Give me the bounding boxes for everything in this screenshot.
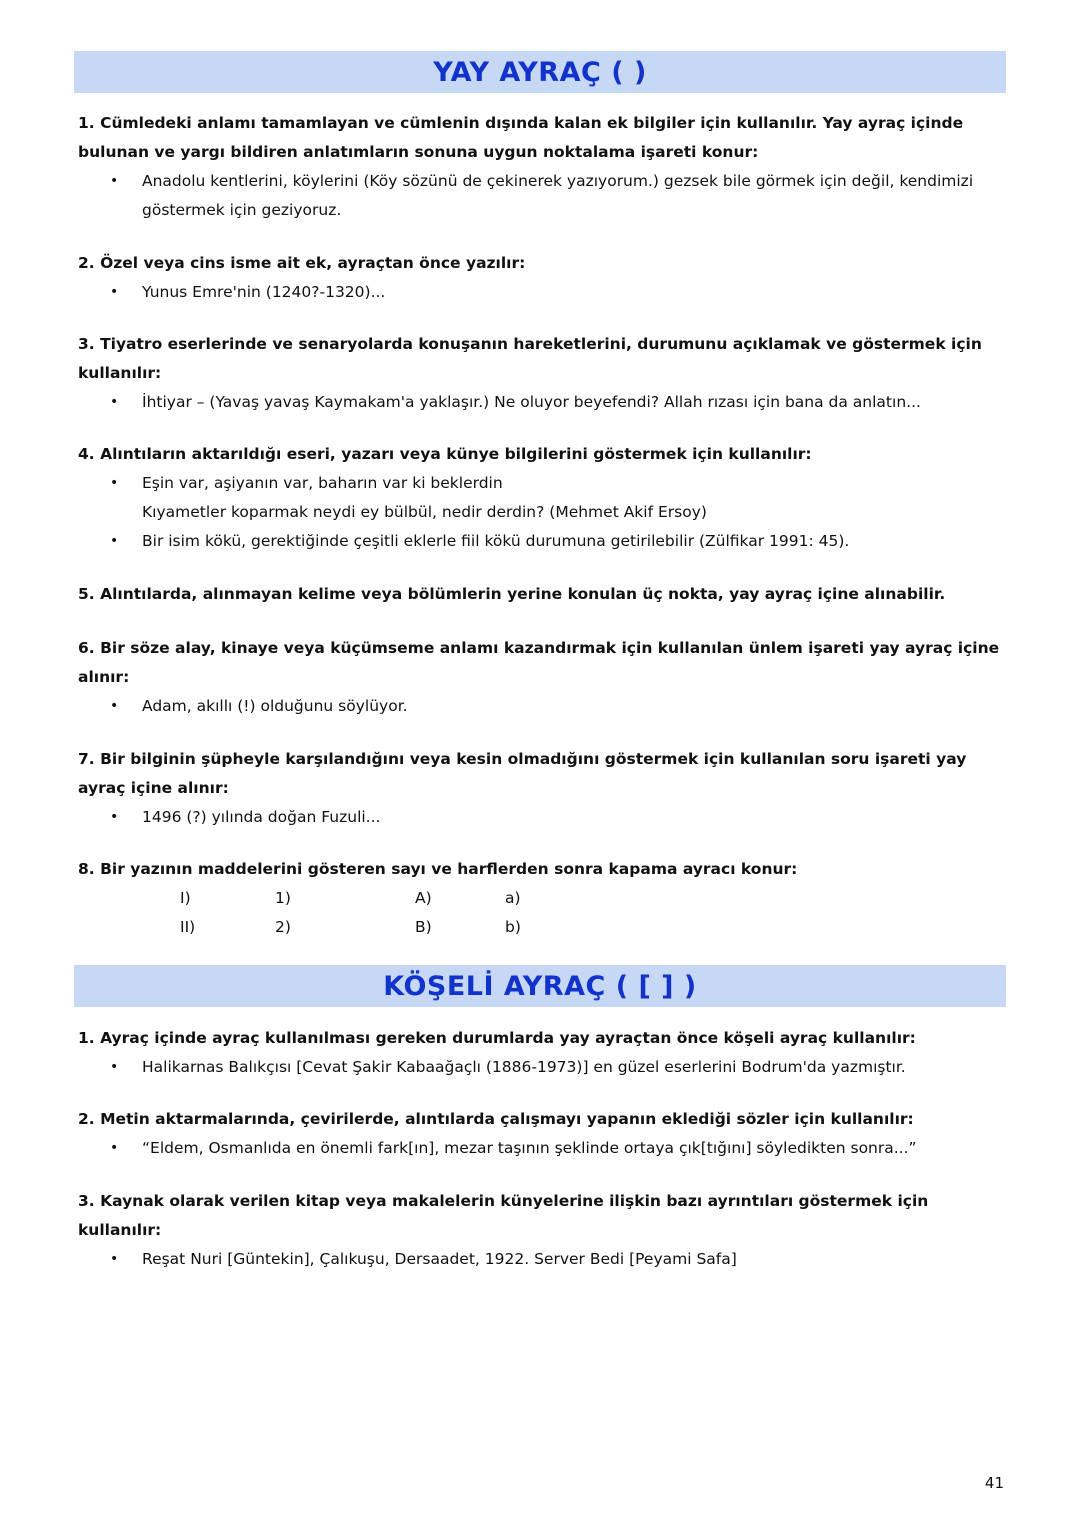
bullet: • (110, 698, 119, 714)
example-item (78, 527, 1008, 556)
example-item (78, 278, 1008, 307)
rule-block-7 (78, 745, 1008, 832)
rule-block-koseli-2 (78, 1105, 1008, 1163)
list-marker: 1) (275, 889, 291, 907)
rule-text: 1. Cümledeki anlamı tamamlayan ve cümlenin dışında kalan ek bilgiler için kullanılır. Yay ayraç içinde bulunan ve yargı bildiren anlatımların sonuna uygun noktalama işareti konur: (78, 114, 964, 161)
bullet: • (110, 284, 119, 300)
rule-text: 2. Metin aktarmalarında, çevirilerde, alıntılarda çalışmayı yapanın eklediği sözler için kullanılır: (78, 1110, 914, 1128)
example-text: Yunus Emre'nin (1240?-1320)... (142, 283, 386, 301)
rule-text: 2. Özel veya cins isme ait ek, ayraçtan önce yazılır: (78, 254, 526, 272)
list-marker: b) (505, 918, 521, 936)
rule-block-5 (78, 580, 1008, 609)
page-number: 41 (984, 1474, 1004, 1492)
example-item (78, 469, 1008, 527)
rule-block-3 (78, 330, 1008, 417)
section-header-yay-ayrac (74, 51, 1006, 93)
rule-text: 5. Alıntılarda, alınmayan kelime veya bölümlerin yerine konulan üç nokta, yay ayraç içine alınabilir. (78, 585, 946, 603)
example-text: Eşin var, aşiyanın var, baharın var ki beklerdin Kıyametler koparmak neydi ey bülbül, nedir derdin? (Mehmet Akif Ersoy) (142, 474, 707, 521)
list-marker: 2) (275, 918, 291, 936)
rule-block-2 (78, 249, 1008, 307)
rule-text: 3. Kaynak olarak verilen kitap veya makalelerin künyelerine ilişkin bazı ayrıntıları göstermek için kullanılır: (78, 1192, 929, 1239)
example-text: Bir isim kökü, gerektiğinde çeşitli eklerle fiil kökü durumuna getirilebilir (Zülfikar 1991: 45). (142, 532, 850, 550)
example-item (78, 692, 1008, 721)
rule-text: 7. Bir bilginin şüpheyle karşılandığını veya kesin olmadığını göstermek için kullanılan soru işareti yay ayraç içine alınır: (78, 750, 967, 797)
rule-block-koseli-3 (78, 1187, 1008, 1274)
bullet: • (110, 1140, 119, 1156)
bullet: • (110, 394, 119, 410)
rule-text: 3. Tiyatro eserlerinde ve senaryolarda konuşanın hareketlerini, durumunu açıklamak ve göstermek için kullanılır: (78, 335, 982, 382)
section-title: YAY AYRAÇ ( ) (433, 56, 647, 88)
bullet: • (110, 809, 119, 825)
list-marker: II) (180, 918, 196, 936)
list-markers-grid (180, 884, 1008, 942)
example-text: Adam, akıllı (!) olduğunu söylüyor. (142, 697, 408, 715)
example-item (78, 167, 1008, 225)
example-text: Reşat Nuri [Güntekin], Çalıkuşu, Dersaadet, 1922. Server Bedi [Peyami Safa] (142, 1250, 737, 1268)
list-marker: a) (505, 889, 521, 907)
bullet: • (110, 173, 119, 189)
example-item (78, 1245, 1008, 1274)
example-text: 1496 (?) yılında doğan Fuzuli... (142, 808, 381, 826)
list-marker: B) (415, 918, 432, 936)
example-text: Halikarnas Balıkçısı [Cevat Şakir Kabaağaçlı (1886-1973)] en güzel eserlerini Bodrum'da yazmıştır. (142, 1058, 906, 1076)
rule-block-1 (78, 109, 1008, 225)
bullet: • (110, 1059, 119, 1075)
rule-block-4 (78, 440, 1008, 556)
rule-block-8 (78, 855, 1008, 942)
example-item (78, 388, 1008, 417)
example-item (78, 803, 1008, 832)
rule-text: 8. Bir yazının maddelerini gösteren sayı ve harflerden sonra kapama ayracı konur: (78, 860, 798, 878)
example-item (78, 1134, 1008, 1163)
bullet: • (110, 1251, 119, 1267)
example-text: İhtiyar – (Yavaş yavaş Kaymakam'a yaklaşır.) Ne oluyor beyefendi? Allah rızası için bana da anlatın... (142, 393, 921, 411)
bullet: • (110, 475, 119, 491)
rule-text: 4. Alıntıların aktarıldığı eseri, yazarı veya künye bilgilerini göstermek için kullanılır: (78, 445, 812, 463)
rule-text: 1. Ayraç içinde ayraç kullanılması gereken durumlarda yay ayraçtan önce köşeli ayraç kullanılır: (78, 1029, 916, 1047)
bullet: • (110, 533, 119, 549)
section-header-koseli-ayrac (74, 965, 1006, 1007)
rule-text: 6. Bir söze alay, kinaye veya küçümseme anlamı kazandırmak için kullanılan ünlem işareti yay ayraç içine alınır: (78, 639, 1000, 686)
example-item (78, 1053, 1008, 1082)
example-text: “Eldem, Osmanlıda en önemli fark[ın], mezar taşının şeklinde ortaya çık[tığını] söyledikten sonra...” (142, 1139, 917, 1157)
section-title: KÖŞELİ AYRAÇ ( [ ] ) (383, 970, 697, 1002)
rule-block-6 (78, 634, 1008, 721)
rule-block-koseli-1 (78, 1024, 1008, 1082)
list-marker: I) (180, 889, 191, 907)
example-text: Anadolu kentlerini, köylerini (Köy sözünü de çekinerek yazıyorum.) gezsek bile görmek için değil, kendimizi göstermek için geziyoruz. (142, 172, 974, 219)
list-marker: A) (415, 889, 432, 907)
